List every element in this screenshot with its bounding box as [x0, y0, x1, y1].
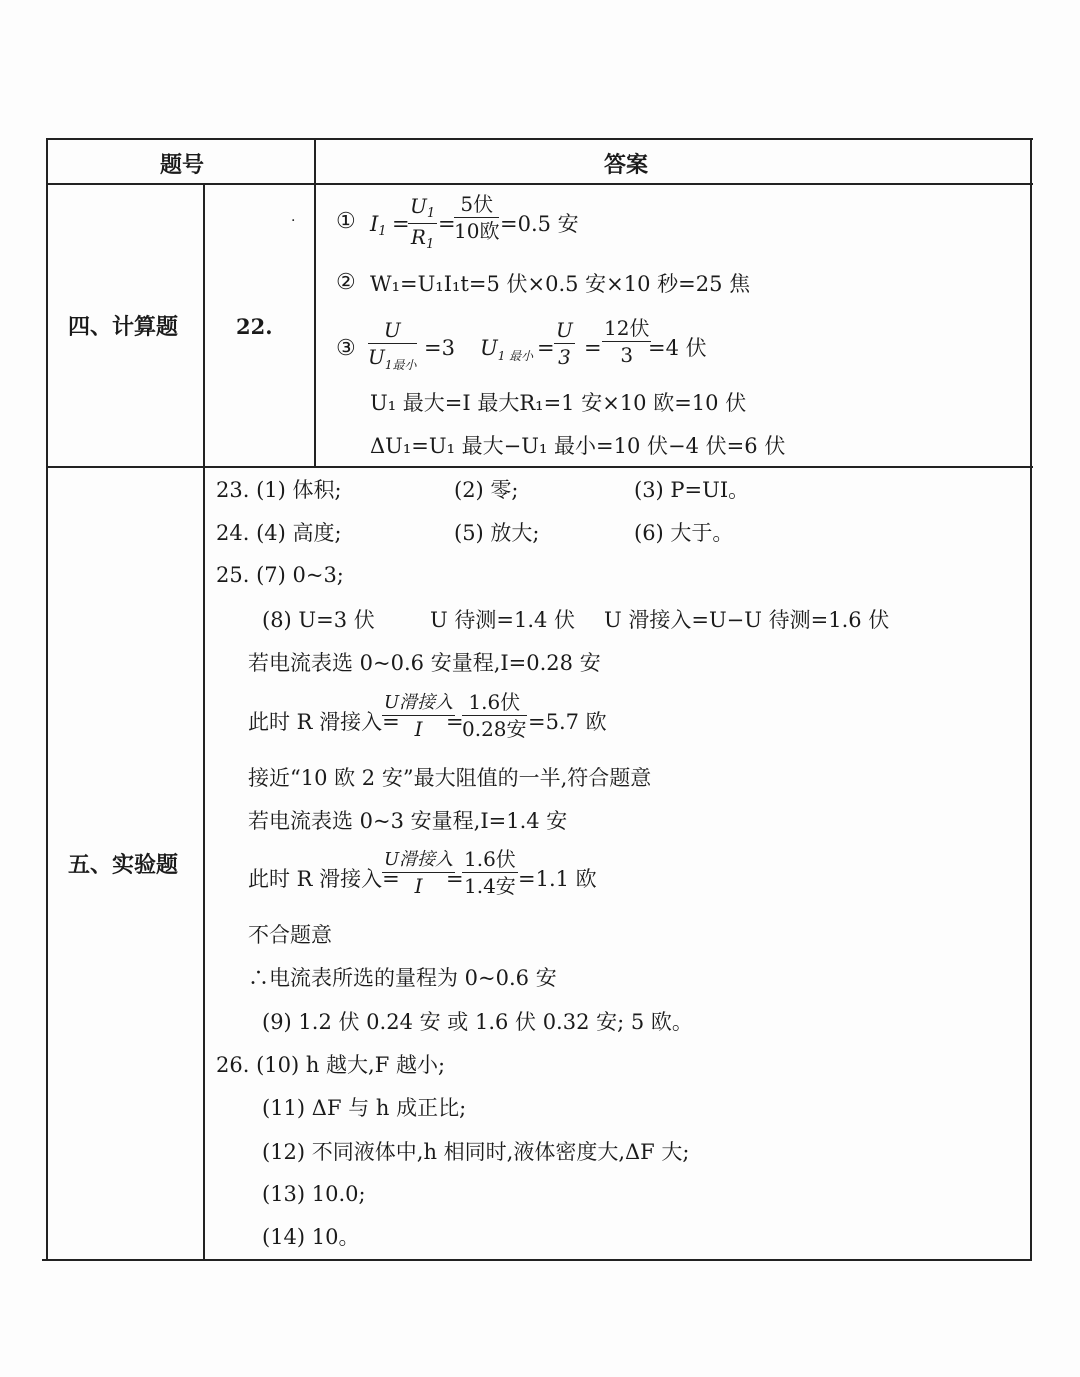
- equals-sign: =: [584, 336, 602, 360]
- equals-sign: =: [446, 710, 464, 734]
- table-right-border: [1030, 138, 1032, 1261]
- calc-line-2: W₁=U₁I₁t=5 伏×0.5 安×10 秒=25 焦: [370, 272, 751, 296]
- calc-prefix: 此时 R 滑接入=: [248, 710, 400, 734]
- circled-3-icon: ③: [336, 336, 356, 361]
- circled-2-icon: ②: [336, 270, 356, 295]
- equals-sign: =: [438, 212, 456, 236]
- calc-line-5: ΔU₁=U₁ 最大−U₁ 最小=10 伏−4 伏=6 伏: [370, 434, 786, 458]
- answer-25-conclusion-1: 接近“10 欧 2 安”最大阻值的一半,符合题意: [248, 766, 652, 790]
- fraction-1-6v-over-1-4a: 1.6伏 1.4安: [464, 847, 516, 898]
- answer-25-8-b: U 待测=1.4 伏: [430, 608, 576, 632]
- fraction-u-over-u1min: U $U_{1最小}$: [368, 318, 417, 372]
- answer-24-5: (5) 放大;: [454, 521, 540, 545]
- fraction-5v-10ohm: 5伏 10欧: [454, 192, 500, 243]
- fraction-12v-over-3: 12伏 3: [604, 316, 650, 367]
- header-answer: 答案: [604, 152, 649, 178]
- equals-sign: =: [537, 336, 555, 360]
- header-bottom-border: [46, 183, 1033, 185]
- answer-26-10: 26. (10) h 越大,F 越小;: [216, 1053, 446, 1077]
- answer-23-2: (2) 零;: [454, 478, 519, 502]
- calc-prefix: 此时 R 滑接入=: [248, 867, 400, 891]
- result-text: =0.5 安: [500, 212, 579, 236]
- table-bottom-border: [42, 1259, 1030, 1261]
- circled-1-icon: ①: [336, 209, 356, 234]
- section5-label: 五、实验题: [68, 852, 179, 878]
- fraction-u-over-3: $\frac{U}{3}$: [556, 318, 573, 369]
- result-4v: =4 伏: [648, 336, 707, 360]
- equals-sign: =: [392, 212, 410, 236]
- answer-25-8-c: U 滑接入=U−U 待测=1.6 伏: [604, 608, 890, 632]
- answer-25-therefore: ∴电流表所选的量程为 0~0.6 安: [248, 966, 557, 990]
- current-symbol: $I_1$: [370, 212, 387, 239]
- fraction-1-6v-over-0-28a: 1.6伏 0.28安: [462, 690, 527, 741]
- question-22-number: 22.: [236, 314, 273, 339]
- qnum-column-divider: [314, 183, 316, 467]
- answer-26-11: (11) ΔF 与 h 成正比;: [262, 1096, 467, 1120]
- table-left-border: [46, 138, 48, 1261]
- u1-min-symbol: $U_{1 最小}$: [480, 336, 534, 363]
- answer-23-3: (3) P=UI。: [634, 478, 750, 502]
- equals-3: =3: [424, 336, 455, 360]
- label-column-divider: [203, 183, 205, 1261]
- calc-line-4: U₁ 最大=I 最大R₁=1 安×10 欧=10 伏: [370, 391, 747, 415]
- calc-result: =5.7 欧: [528, 710, 607, 734]
- answer-25-range-06: 若电流表选 0~0.6 安量程,I=0.28 安: [248, 651, 601, 675]
- calc-result: =1.1 欧: [518, 867, 597, 891]
- section4-label: 四、计算题: [68, 314, 179, 340]
- stray-dot: ·: [291, 213, 296, 229]
- answer-26-12: (12) 不同液体中,h 相同时,液体密度大,ΔF 大;: [262, 1140, 690, 1164]
- section4-bottom-border: [46, 466, 1033, 468]
- fraction-u-slide-over-i: U滑接入 I: [384, 692, 454, 741]
- answer-24-6: (6) 大于。: [634, 521, 734, 545]
- header-divider: [314, 138, 316, 184]
- table-top-border: [46, 138, 1033, 140]
- answer-23-1: 23. (1) 体积;: [216, 478, 342, 502]
- answer-25-not-valid: 不合题意: [248, 923, 332, 947]
- answer-25-7: 25. (7) 0~3;: [216, 563, 344, 587]
- header-question-number: 题号: [160, 152, 205, 178]
- answer-26-13: (13) 10.0;: [262, 1182, 366, 1206]
- answer-26-14: (14) 10。: [262, 1225, 360, 1249]
- fraction-u1-r1: $\frac{U_1}{R_1}$: [410, 194, 436, 252]
- fraction-u-slide-over-i: U滑接入 I: [384, 849, 454, 898]
- answer-24-4: 24. (4) 高度;: [216, 521, 342, 545]
- answer-25-range-3: 若电流表选 0~3 安量程,I=1.4 安: [248, 809, 568, 833]
- equals-sign: =: [446, 867, 464, 891]
- answer-25-9: (9) 1.2 伏 0.24 安 或 1.6 伏 0.32 安; 5 欧。: [262, 1010, 693, 1034]
- answer-25-8-a: (8) U=3 伏: [262, 608, 375, 632]
